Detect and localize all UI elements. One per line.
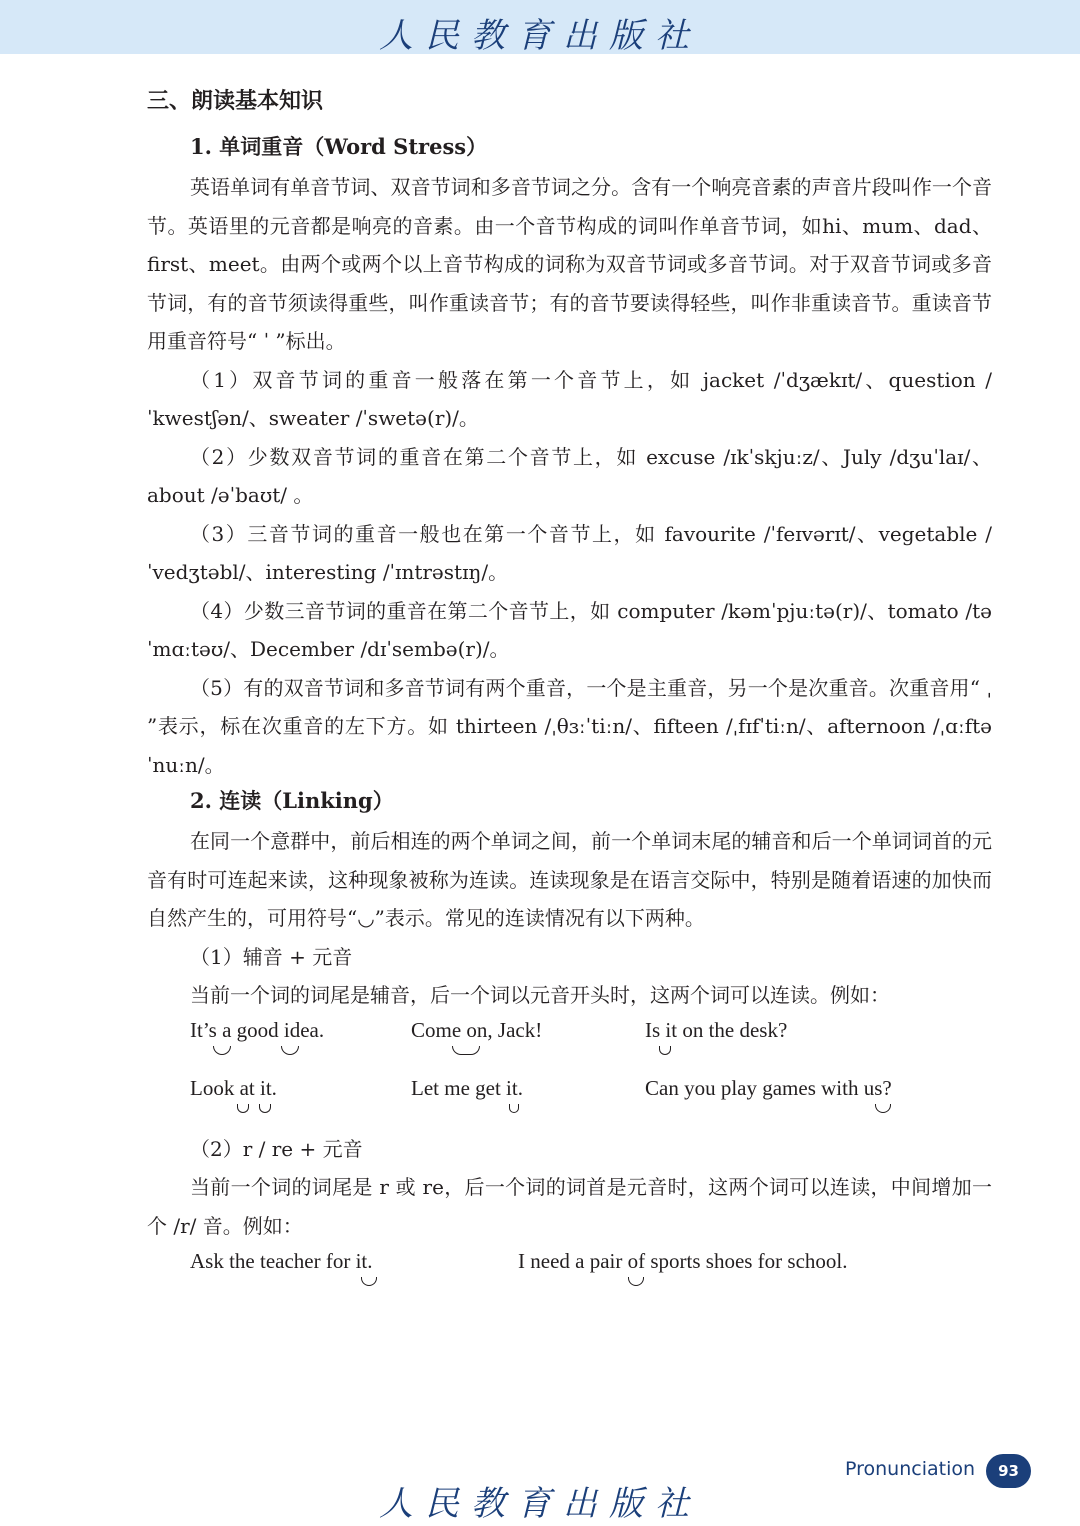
page-content bbox=[147, 84, 992, 1303]
example-sentence: Let me get it. bbox=[411, 1076, 523, 1100]
linking-case-1-label: （1）辅音 + 元音 bbox=[190, 944, 353, 969]
linking-mark bbox=[659, 1046, 671, 1055]
linking-mark bbox=[875, 1104, 891, 1113]
stress-rule-3: （3）三音节词的重音一般也在第一个音节上，如 favourite /ˈfeɪvərɪt/、vegetable /ˈvedʒtəbl/、interesting /ˈɪntrəstɪŋ/。 bbox=[147, 521, 992, 584]
linking-case-2-label: （2）r / re + 元音 bbox=[190, 1137, 363, 1161]
linking-heading: 2. 连读（Linking） bbox=[190, 788, 394, 813]
linking-mark bbox=[509, 1104, 519, 1113]
linking-examples-row-2 bbox=[147, 1072, 992, 1130]
linking-mark bbox=[452, 1046, 480, 1055]
linking-mark bbox=[628, 1277, 644, 1286]
linking-mark bbox=[237, 1104, 249, 1113]
stress-rule-5: （5）有的双音节词和多音节词有两个重音，一个是主重音，另一个是次重音。次重音用“ ˌ ”表示，标在次重音的左下方。如 thirteen /ˌθɜːˈtiːn/、fifteen /ˌfɪfˈtiːn/、afternoon /ˌɑːftəˈnuːn/。 bbox=[147, 675, 992, 777]
linking-mark bbox=[281, 1046, 299, 1055]
footer-section-label: Pronunciation bbox=[845, 1458, 976, 1480]
linking-mark bbox=[361, 1277, 377, 1286]
word-stress-heading: 1. 单词重音（Word Stress） bbox=[190, 134, 488, 159]
example-sentence: Is it on the desk? bbox=[645, 1018, 788, 1042]
word-stress-intro: 英语单词有单音节词、双音节词和多音节词之分。含有一个响亮音素的声音片段叫作一个音节。英语里的元音都是响亮的音素。由一个音节构成的词叫作单音节词，如hi、mum、dad、first、meet。由两个或两个以上音节构成的词称为双音节词或多音节词。对于双音节词或多音节词，有的音节须读得重些，叫作重读音节；有的音节要读得轻些，叫作非重读音节。重读音节用重音符号“ ˈ ”标出。 bbox=[147, 175, 992, 353]
example-sentence: It’s a good idea. bbox=[190, 1018, 325, 1042]
stress-rule-2: （2）少数双音节词的重音在第二个音节上，如 excuse /ɪkˈskjuːz/、July /dʒuˈlaɪ/、about /əˈbaʊt/ 。 bbox=[147, 444, 992, 507]
linking-mark bbox=[213, 1046, 231, 1055]
example-sentence: Come on, Jack! bbox=[411, 1018, 543, 1042]
stress-rule-1: （1）双音节词的重音一般落在第一个音节上，如 jacket /ˈdʒækɪt/、question /ˈkwestʃən/、sweater /ˈswetə(r)/。 bbox=[147, 367, 992, 430]
linking-mark bbox=[259, 1104, 271, 1113]
stress-rule-4: （4）少数三音节词的重音在第二个音节上，如 computer /kəmˈpjuːtə(r)/、tomato /təˈmɑːtəʊ/、December /dɪˈsembə(r)/。 bbox=[147, 598, 992, 661]
example-sentence: Ask the teacher for it. bbox=[190, 1249, 373, 1273]
linking-examples-row-1 bbox=[147, 1014, 992, 1072]
linking-intro: 在同一个意群中，前后相连的两个单词之间，前一个单词末尾的辅音和后一个单词词首的元音有时可连起来读，这种现象被称为连读。连读现象是在语言交际中，特别是随着语速的加快而自然产生的，可用符号“◡”表示。常见的连读情况有以下两种。 bbox=[147, 829, 992, 930]
publisher-logo: 人民教育出版社 bbox=[379, 16, 701, 56]
example-sentence: Look at it. bbox=[190, 1076, 277, 1100]
example-sentence: Can you play games with us? bbox=[645, 1076, 892, 1100]
page-number-badge: 93 bbox=[986, 1454, 1031, 1488]
example-sentence: I need a pair of sports shoes for school. bbox=[518, 1249, 848, 1273]
linking-examples-row-3 bbox=[147, 1245, 992, 1303]
linking-case-1-desc: 当前一个词的词尾是辅音，后一个词以元音开头时，这两个词可以连读。例如： bbox=[190, 982, 890, 1007]
linking-case-2-desc: 当前一个词的词尾是 r 或 re，后一个词的词首是元音时，这两个词可以连读，中间增加一个 /r/ 音。例如： bbox=[147, 1175, 992, 1238]
publisher-logo-footer: 人民教育出版社 bbox=[379, 1484, 701, 1524]
section-title: 三、朗读基本知识 bbox=[147, 88, 324, 114]
